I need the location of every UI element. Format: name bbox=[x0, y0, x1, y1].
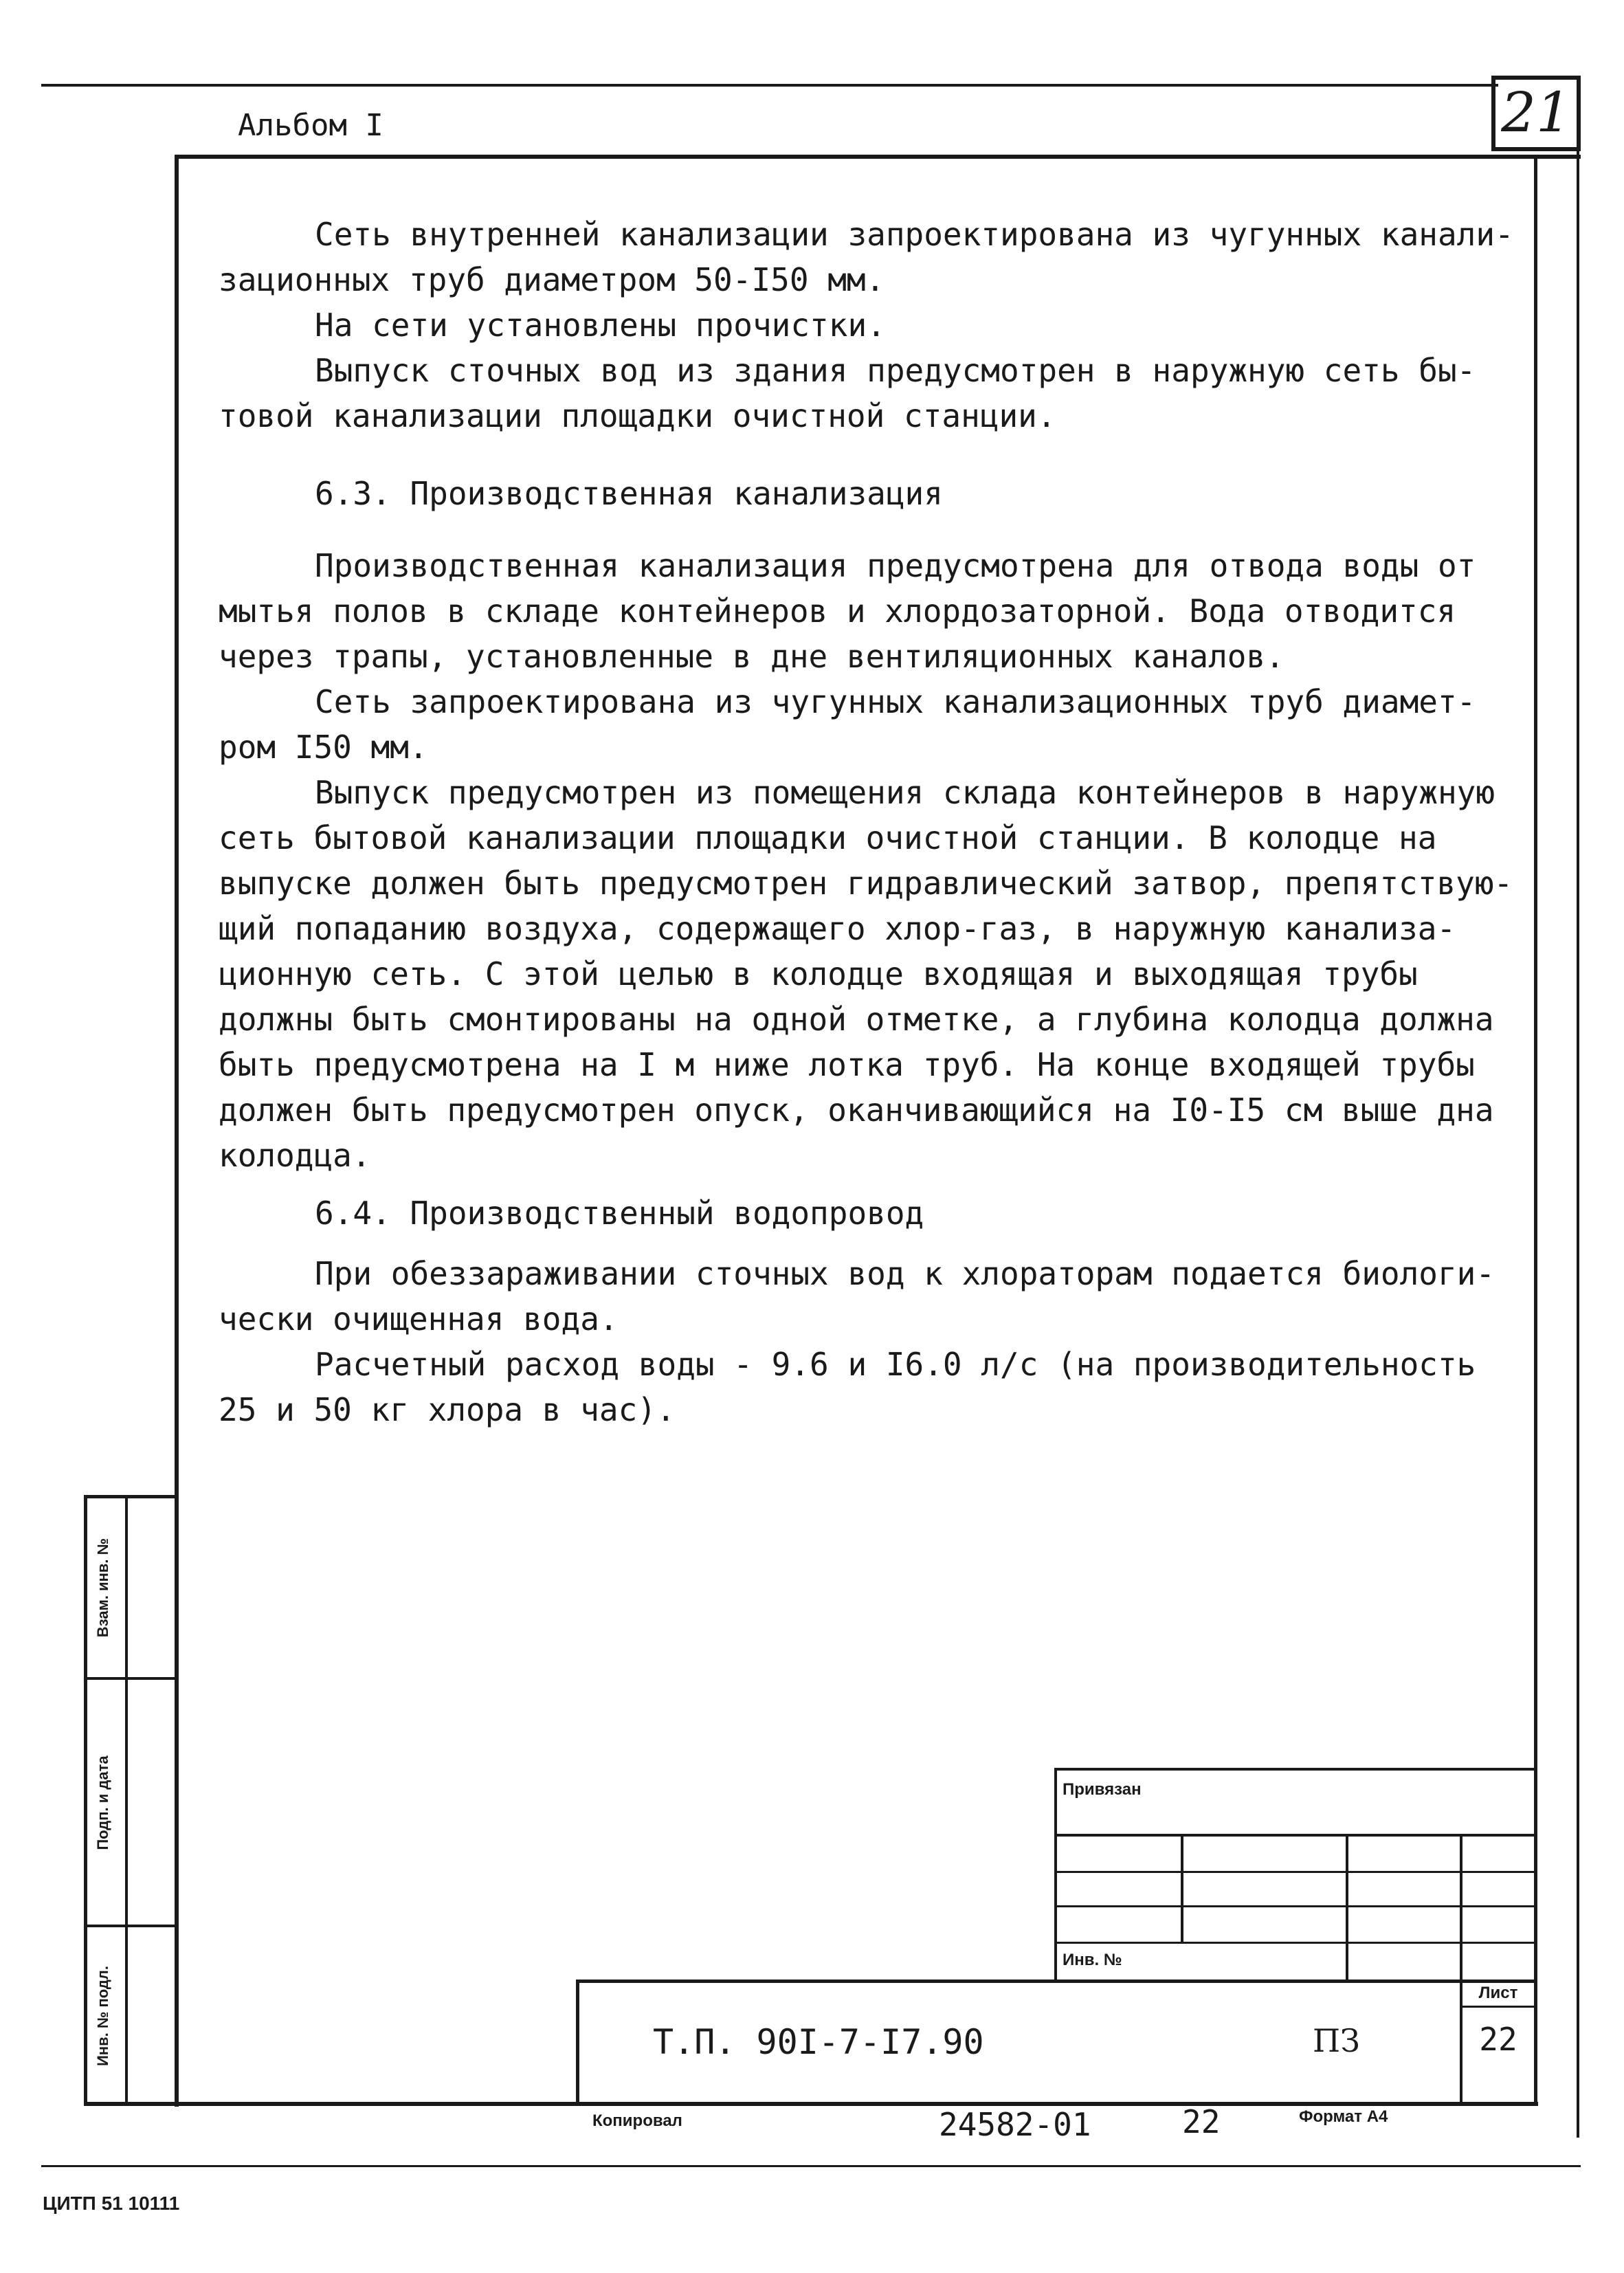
text-line: зационных труб диаметром 50-I50 мм. bbox=[219, 261, 885, 298]
text-line: При обеззараживании сточных вод к хлораторам подается биологи- bbox=[315, 1255, 1495, 1292]
inv-podl-label: Инв. № подл. bbox=[94, 1966, 111, 2066]
text-line: ционную сеть. С этой целью в колодце входящая и выходящая трубы bbox=[219, 955, 1418, 993]
paragraph-1 bbox=[219, 212, 1524, 302]
text-line: через трапы, установленные в дне вентиляционных каналов. bbox=[219, 638, 1284, 675]
vzam-inv-label: Взам. инв. № bbox=[94, 1538, 111, 1638]
list-label: Лист bbox=[1478, 1984, 1518, 2002]
side-stamp-top bbox=[84, 1495, 179, 1498]
paragraph-4 bbox=[219, 543, 1524, 679]
text-line: щий попаданию воздуха, содержащего хлор-газ, в наружную канализа- bbox=[219, 910, 1456, 947]
text-line: На сети установлены прочистки. bbox=[315, 307, 886, 344]
format-label: Формат А4 bbox=[1299, 2107, 1388, 2126]
text-line: Выпуск сточных вод из здания предусмотрен в наружную сеть бы- bbox=[315, 352, 1476, 389]
paragraph-3 bbox=[219, 348, 1524, 439]
paragraph-7 bbox=[219, 1251, 1524, 1342]
tb-row-1 bbox=[1054, 1834, 1535, 1837]
privyazan-label: Привязан bbox=[1063, 1780, 1142, 1799]
frame-left bbox=[175, 155, 179, 2107]
text-line: Выпуск предусмотрен из помещения склада контейнеров в наружную bbox=[315, 774, 1495, 811]
frame-right bbox=[1534, 155, 1537, 2105]
album-label: Альбом I bbox=[238, 108, 383, 143]
section-heading-6-3: 6.3. Производственная канализация bbox=[315, 475, 943, 512]
publisher-stamp: ЦИТП 51 10111 bbox=[43, 2193, 180, 2214]
text-line: товой канализации площадки очистной станции. bbox=[219, 397, 1056, 434]
side-stamp-sep-2 bbox=[84, 1925, 179, 1927]
bottom-rule bbox=[41, 2165, 1581, 2167]
text-line: Расчетный расход воды - 9.6 и I6.0 л/с (на производительность bbox=[315, 1346, 1476, 1383]
order-number: 24582-01 bbox=[939, 2106, 1091, 2143]
tb-row-2 bbox=[1054, 1871, 1535, 1873]
paragraph-5 bbox=[219, 679, 1524, 770]
text-line: колодца. bbox=[219, 1137, 371, 1174]
text-line: быть предусмотрена на I м ниже лотка труб. На конце входящей трубы bbox=[219, 1046, 1475, 1083]
header-rule bbox=[41, 84, 1498, 87]
frame-outer-right bbox=[1577, 76, 1579, 2138]
section-heading-6-4: 6.4. Производственный водопровод bbox=[315, 1195, 924, 1232]
tb-upper-left bbox=[1054, 1768, 1057, 1981]
tb-row-4 bbox=[1054, 1942, 1535, 1944]
frame-top bbox=[175, 155, 1581, 159]
side-stamp-divider bbox=[125, 1495, 128, 2106]
inv-no-label: Инв. № bbox=[1063, 1951, 1122, 1969]
text-line: Сеть запроектирована из чугунных канализационных труб диамет- bbox=[315, 683, 1476, 720]
text-line: ром I50 мм. bbox=[219, 729, 428, 766]
text-line: чески очищенная вода. bbox=[219, 1300, 619, 1338]
side-stamp-outer-left bbox=[84, 1495, 87, 2106]
list-value: 22 bbox=[1479, 2021, 1517, 2058]
text-line: мытья полов в складе контейнеров и хлордозаторной. Вода отводится bbox=[219, 592, 1456, 630]
kopiroval-label: Копировал bbox=[592, 2111, 682, 2130]
page-number: 21 bbox=[1501, 80, 1571, 144]
text-line: сеть бытовой канализации площадки очистной станции. В колодце на bbox=[219, 819, 1437, 856]
text-line: должен быть предусмотрен опуск, оканчивающийся на I0-I5 см выше дна bbox=[219, 1091, 1494, 1129]
tb-list-sep bbox=[1460, 2006, 1535, 2008]
tb-row-3 bbox=[1054, 1905, 1535, 1907]
text-line: выпуске должен быть предусмотрен гидравлический затвор, препятствую- bbox=[219, 865, 1513, 902]
podp-data-label: Подп. и дата bbox=[94, 1755, 111, 1850]
text-line: должны быть смонтированы на одной отметке, а глубина колодца должна bbox=[219, 1001, 1494, 1038]
text-line: Сеть внутренней канализации запроектирована из чугунных канали- bbox=[315, 216, 1514, 253]
side-stamp-sep-1 bbox=[84, 1677, 179, 1680]
document-code: Т.П. 90I-7-I7.90 bbox=[653, 2022, 984, 2062]
tb-col-2 bbox=[1346, 1834, 1348, 1981]
paragraph-6 bbox=[219, 770, 1524, 1178]
tb-col-3 bbox=[1460, 1834, 1462, 1981]
tb-col-1 bbox=[1181, 1834, 1183, 1944]
text-line: Производственная канализация предусмотрена для отвода воды от bbox=[315, 547, 1476, 584]
document-type: ПЗ bbox=[1313, 2022, 1360, 2059]
tb-main-top bbox=[576, 1980, 1535, 1983]
tb-upper-top bbox=[1054, 1768, 1535, 1771]
paragraph-8 bbox=[219, 1342, 1524, 1432]
tb-main-left bbox=[576, 1980, 579, 2105]
sheet-number: 22 bbox=[1182, 2103, 1221, 2140]
frame-bottom bbox=[84, 2102, 1538, 2106]
text-line: 25 и 50 кг хлора в час). bbox=[219, 1391, 676, 1428]
paragraph-2 bbox=[219, 302, 1524, 348]
